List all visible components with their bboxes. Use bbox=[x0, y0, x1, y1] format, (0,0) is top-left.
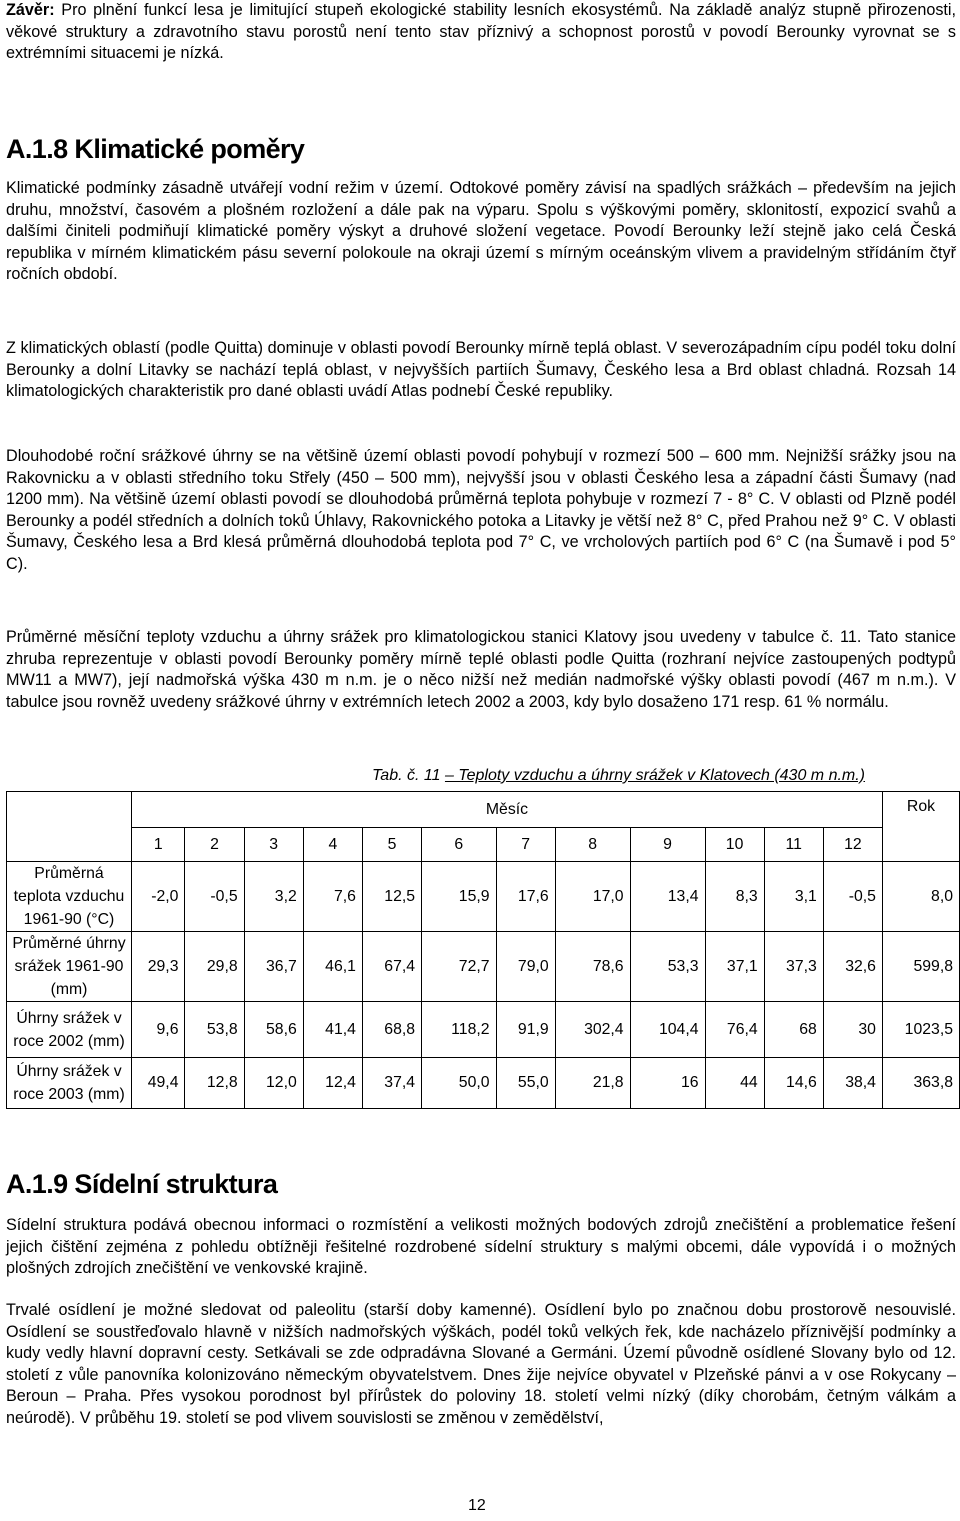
table-cell: 67,4 bbox=[362, 932, 421, 1002]
section-heading-settlement: A.1.9 Sídelní struktura bbox=[6, 1169, 278, 1199]
table-cell: 17,0 bbox=[555, 862, 630, 932]
table-cell: 32,6 bbox=[823, 932, 882, 1002]
row-label: Průměrná teplota vzduchu 1961-90 (°C) bbox=[7, 862, 132, 932]
year-header: Rok bbox=[882, 792, 959, 862]
table-cell: 17,6 bbox=[496, 862, 555, 932]
table-cell: 30 bbox=[823, 1002, 882, 1058]
months-row bbox=[7, 828, 960, 862]
table-cell: 53,3 bbox=[630, 932, 705, 1002]
table-cell: 16 bbox=[630, 1058, 705, 1109]
table-cell: 12,5 bbox=[362, 862, 421, 932]
row-label: Úhrny srážek v roce 2003 (mm) bbox=[7, 1058, 132, 1109]
table-cell: 55,0 bbox=[496, 1058, 555, 1109]
climate-paragraph-3: Dlouhodobé roční srážkové úhrny se na většině území oblasti povodí pohybují v rozmezí 500 – 600 mm. Nejnižší srážky jsou na Rakovnicku a v oblasti středního toku Střely (450 – 500 mm), nejvyšší jsou v oblasti Českého lesa a západní části Šumavy (nad 1200 mm). Na většině území oblasti povodí se dlouhodobá průměrná teplota pohybuje v rozmezí 7 - 8° C. V oblasti od Plzně podél Berounky a podél středních a dolních toků Úhlavy, Rakovnického potoka a Litavky je větší než 8° C, před Prahou než 9° C. V oblasti Šumavy, Českého lesa a Brd klesá průměrná dlouhodobá teplota pod 7° C, ve vrcholových partiích pod 6° C (na Šumavě i pod 5° C). bbox=[6, 447, 956, 573]
table-cell: 3,2 bbox=[244, 862, 303, 932]
table-cell: 72,7 bbox=[422, 932, 496, 1002]
table-cell: 12,8 bbox=[185, 1058, 244, 1109]
table-cell: 8,0 bbox=[882, 862, 959, 932]
table-cell: -0,5 bbox=[823, 862, 882, 932]
table-row bbox=[7, 1058, 960, 1109]
month-col-header: 10 bbox=[705, 828, 764, 862]
table-cell: 599,8 bbox=[882, 932, 959, 1002]
month-col-header: 3 bbox=[244, 828, 303, 862]
conclusion-paragraph bbox=[6, 0, 956, 65]
month-col-header: 5 bbox=[362, 828, 421, 862]
table-row bbox=[7, 932, 960, 1002]
table-cell: 41,4 bbox=[303, 1002, 362, 1058]
table-cell: 14,6 bbox=[764, 1058, 823, 1109]
month-col-header: 2 bbox=[185, 828, 244, 862]
month-col-header: 11 bbox=[764, 828, 823, 862]
table-cell: 76,4 bbox=[705, 1002, 764, 1058]
table-cell: 37,1 bbox=[705, 932, 764, 1002]
table-cell: 38,4 bbox=[823, 1058, 882, 1109]
page-number: 12 bbox=[468, 1497, 486, 1514]
climate-paragraph-4: Průměrné měsíční teploty vzduchu a úhrny srážek pro klimatologickou stanici Klatovy jsou uvedeny v tabulce č. 11. Tato stanice zhruba reprezentuje v oblasti povodí Berounky poměry mírně teplé oblasti podle Quitta (rozhraní nejvíce zastoupených podtypů MW11 a MW7), její nadmořská výška 430 m n.m. je o něco nižší než medián nadmořské výšky oblasti povodí (467 m n.m.). V tabulce jsou rovněž uvedeny srážkové úhrny v extrémních letech 2002 a 2003, kdy bylo dosaženo 171 resp. 61 % normálu. bbox=[6, 628, 956, 711]
table-corner-cell bbox=[7, 792, 132, 862]
month-col-header: 7 bbox=[496, 828, 555, 862]
table-cell: 302,4 bbox=[555, 1002, 630, 1058]
month-col-header: 8 bbox=[555, 828, 630, 862]
table-cell: 37,3 bbox=[764, 932, 823, 1002]
table-cell: 49,4 bbox=[131, 1058, 185, 1109]
settlement-paragraph-1: Sídelní struktura podává obecnou informaci o rozmístění a velikosti možných bodových zdrojů znečištění a problematice řešení jejich čištění zejména z pohledu obtížněji řešitelné rozdrobené sídelní struktury s malými obcemi, dále vypovídá i o možných plošných zdrojích znečištění ve venkovské krajině. bbox=[6, 1216, 956, 1277]
table-cell: 7,6 bbox=[303, 862, 362, 932]
table-cell: -0,5 bbox=[185, 862, 244, 932]
table-cell: 78,6 bbox=[555, 932, 630, 1002]
table-cell: 9,6 bbox=[131, 1002, 185, 1058]
table-caption bbox=[372, 767, 865, 785]
table-cell: 118,2 bbox=[422, 1002, 496, 1058]
climate-table bbox=[6, 791, 960, 1109]
table-cell: 79,0 bbox=[496, 932, 555, 1002]
table-cell: 58,6 bbox=[244, 1002, 303, 1058]
table-cell: 29,3 bbox=[131, 932, 185, 1002]
climate-paragraph-2: Z klimatických oblastí (podle Quitta) dominuje v oblasti povodí Berounky mírně teplá oblast. V severozápadním cípu podél toku dolní Berounky a dolní Litavky se nachází teplá oblast, v nejvyšších partiích Šumavy, Českého lesa a Brd oblast chladná. Rozsah 14 klimatologických charakteristik pro dané oblasti uvádí Atlas podnebí České republiky. bbox=[6, 339, 956, 400]
row-label: Úhrny srážek v roce 2002 (mm) bbox=[7, 1002, 132, 1058]
row-label: Průměrné úhrny srážek 1961-90 (mm) bbox=[7, 932, 132, 1002]
section-heading-climate: A.1.8 Klimatické poměry bbox=[6, 134, 305, 164]
table-cell: 12,0 bbox=[244, 1058, 303, 1109]
month-col-header: 9 bbox=[630, 828, 705, 862]
table-cell: 104,4 bbox=[630, 1002, 705, 1058]
climate-paragraph-1: Klimatické podmínky zásadně utvářejí vodní režim v území. Odtokové poměry závisí na spadlých srážkách – především na jejich druhu, množství, časovém a plošném rozložení a dále pak na výparu. Spolu s výškovými poměry, sklonitostí, expozicí svahů a dalšími činiteli podmiňují klimatické poměry výskyt a druhové složení vegetace. Povodí Berounky leží stejně jako celá Česká republika v mírném klimatickém pásu severní polokoule na okraji území s mírným oceánským vlivem a pravidelným střídáním čtyř ročních období. bbox=[6, 179, 956, 283]
table-cell: 68 bbox=[764, 1002, 823, 1058]
table-cell: 68,8 bbox=[362, 1002, 421, 1058]
month-col-header: 1 bbox=[131, 828, 185, 862]
table-cell: 3,1 bbox=[764, 862, 823, 932]
month-header: Měsíc bbox=[131, 792, 882, 828]
conclusion-label: Závěr: bbox=[6, 1, 55, 19]
table-cell: 29,8 bbox=[185, 932, 244, 1002]
table-cell: 12,4 bbox=[303, 1058, 362, 1109]
table-cell: 8,3 bbox=[705, 862, 764, 932]
table-caption-text: – Teploty vzduchu a úhrny srážek v Klatovech (430 m n.m.) bbox=[444, 767, 866, 784]
table-cell: 21,8 bbox=[555, 1058, 630, 1109]
table-cell: 37,4 bbox=[362, 1058, 421, 1109]
table-row bbox=[7, 1002, 960, 1058]
table-header-row bbox=[7, 792, 960, 828]
settlement-paragraph-2: Trvalé osídlení je možné sledovat od paleolitu (starší doby kamenné). Osídlení bylo po značnou dobu prostorově nesouvislé. Osídlení se soustřeďovalo hlavně v nižších nadmořských výškách, podél toků velkých řek, kde nacházelo příznivější podmínky a kudy vedly hlavní dopravní cesty. Setkávali se zde odpradávna Slované a Germáni. Území původně osídlené Slovany bylo od 12. století z vůle panovníka kolonizováno německým obyvatelstvem. Dnes žije nejvíce obyvatel v Plzeňské pánvi a v ose Rokycany – Beroun – Praha. Přes vysokou porodnost byl přírůstek do poloviny 18. století velmi nízký (díky chorobám, četným válkám a neúrodě). V průběhu 19. století se pod vlivem souvislosti se změnou v zemědělství, bbox=[6, 1301, 956, 1427]
table-cell: 91,9 bbox=[496, 1002, 555, 1058]
table-cell: 13,4 bbox=[630, 862, 705, 932]
table-cell: 36,7 bbox=[244, 932, 303, 1002]
table-cell: 1023,5 bbox=[882, 1002, 959, 1058]
table-row bbox=[7, 862, 960, 932]
table-cell: 46,1 bbox=[303, 932, 362, 1002]
table-caption-prefix: Tab. č. 11 bbox=[372, 767, 441, 784]
table-body bbox=[7, 862, 960, 1109]
table-cell: 53,8 bbox=[185, 1002, 244, 1058]
month-col-header: 12 bbox=[823, 828, 882, 862]
table-cell: 363,8 bbox=[882, 1058, 959, 1109]
conclusion-text: Pro plnění funkcí lesa je limitující stupeň ekologické stability lesních ekosystémů. Na základě analýz stupně přirozenosti, věkové struktury a zdravotního stavu porostů není tento stav příznivý a schopnost porostů v povodí Berounky vyrovnat se s extrémními situacemi je nízká. bbox=[6, 1, 957, 62]
table-cell: 44 bbox=[705, 1058, 764, 1109]
table-cell: -2,0 bbox=[131, 862, 185, 932]
month-col-header: 4 bbox=[303, 828, 362, 862]
month-col-header: 6 bbox=[422, 828, 496, 862]
table-cell: 50,0 bbox=[422, 1058, 496, 1109]
table-cell: 15,9 bbox=[422, 862, 496, 932]
